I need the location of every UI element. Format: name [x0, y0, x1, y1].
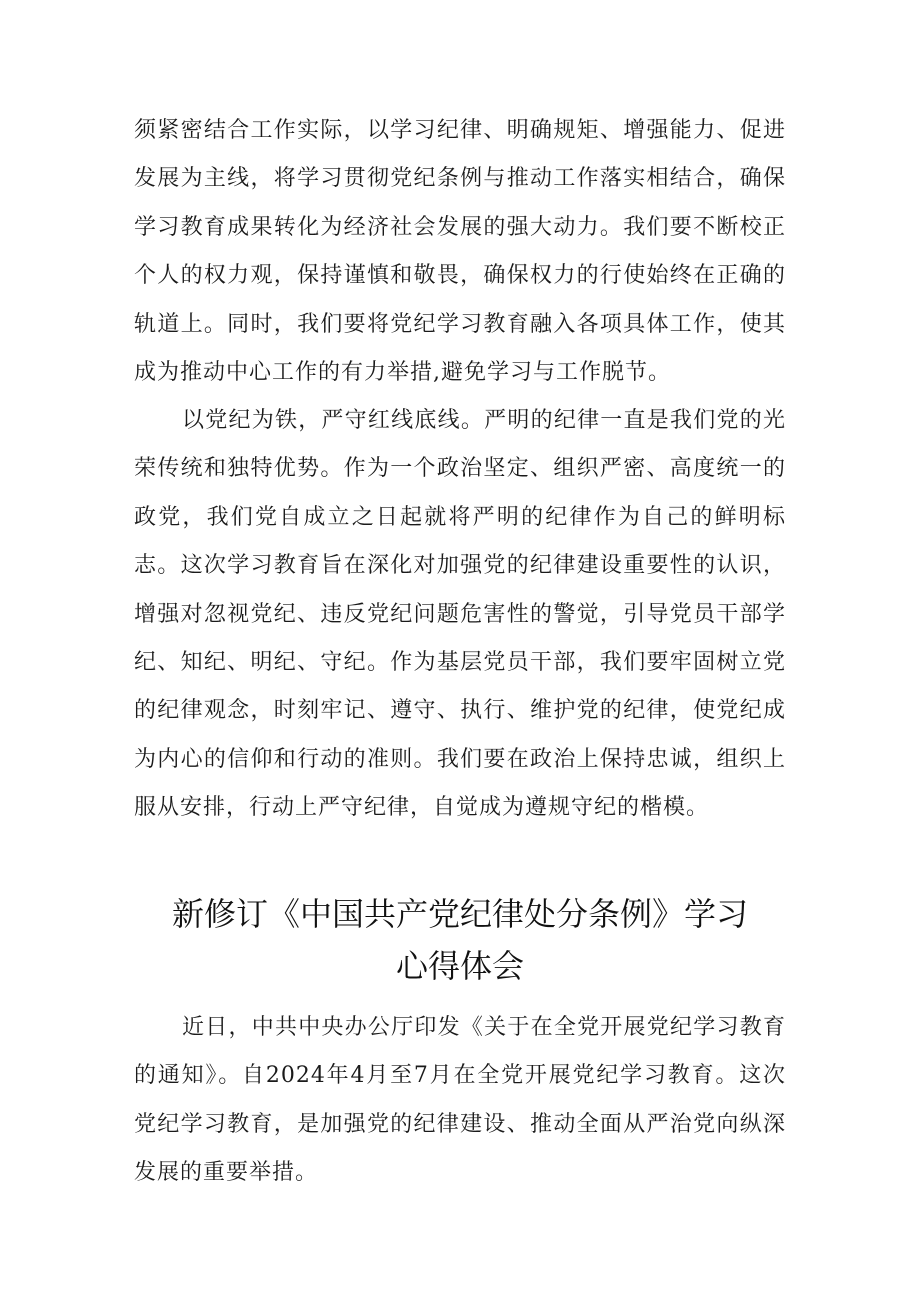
continued-paragraph-block — [134, 107, 786, 397]
article-title-line-2: 心得体会 — [395, 947, 524, 985]
article-title-line-1: 新修订《中国共产党纪律处分条例》学习 — [171, 895, 748, 933]
intro-paragraph: 近日，中共中央办公厅印发《关于在全党开展党纪学习教育的通知》。自2024年4月至7月在全党开展党纪学习教育。这次党纪学习教育，是加强党的纪律建设、推动全面从严治党向纵深发展的重要举措。 — [134, 1015, 786, 1186]
continued-paragraph: 须紧密结合工作实际，以学习纪律、明确规矩、增强能力、促进发展为主线，将学习贯彻党纪条例与推动工作落实相结合，确保学习教育成果转化为经济社会发展的强大动力。我们要不断校正个人的权力观，保持谨慎和敬畏，确保权力的行使始终在正确的轨道上。同时，我们要将党纪学习教育融入各项具体工作，使其成为推动中心工作的有力举措,避免学习与工作脱节。 — [134, 118, 786, 386]
intro-paragraph-block — [134, 1004, 786, 1198]
article-title — [120, 888, 800, 992]
section-paragraph: 以党纪为铁，严守红线底线。严明的纪律一直是我们党的光荣传统和独特优势。作为一个政治坚定、组织严密、高度统一的政党，我们党自成立之日起就将严明的纪律作为自己的鲜明标志。这次学习教育旨在深化对加强党的纪律建设重要性的认识，增强对忽视党纪、违反党纪问题危害性的警觉，引导党员干部学纪、知纪、明纪、守纪。作为基层党员干部，我们要牢固树立党的纪律观念，时刻牢记、遵守、执行、维护党的纪律，使党纪成为内心的信仰和行动的准则。我们要在政治上保持忠诚，组织上服从安排，行动上严守纪律，自觉成为遵规守纪的楷模。 — [134, 408, 786, 821]
section-paragraph-block — [134, 397, 786, 833]
